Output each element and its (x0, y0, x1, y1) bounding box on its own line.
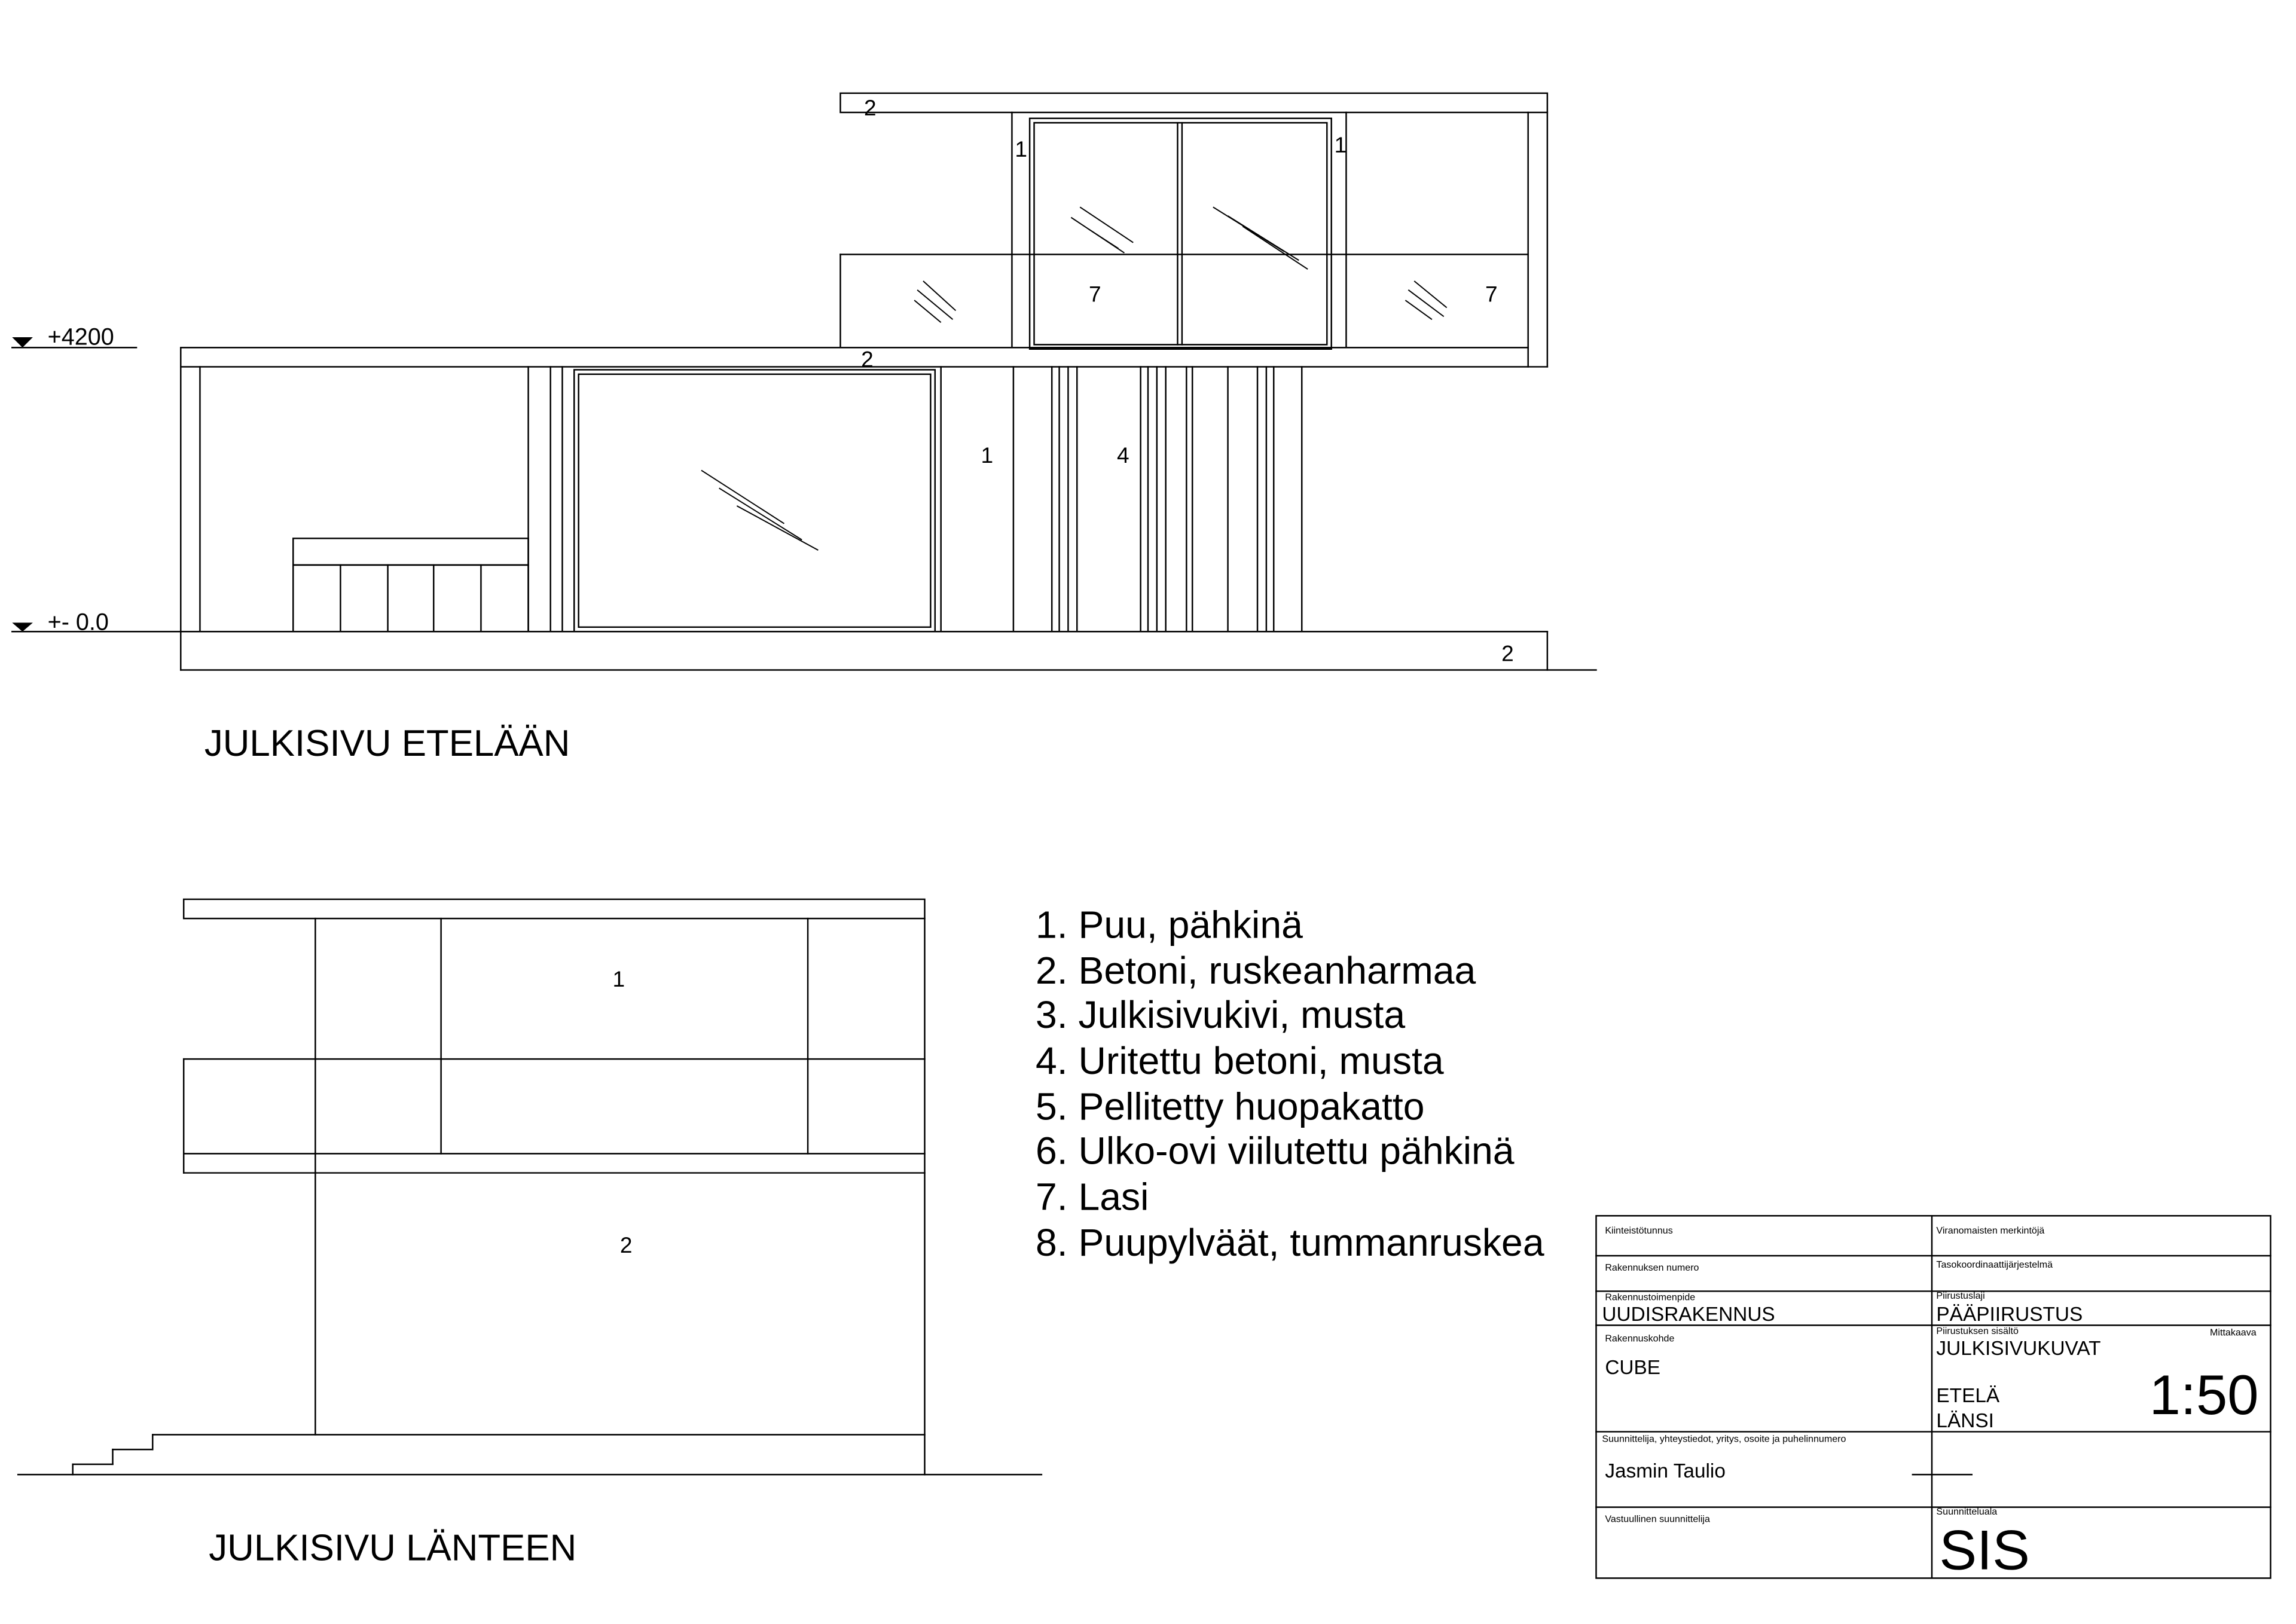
discipline-label: Suunnitteluala (1936, 1506, 1998, 1517)
scale-value: 1:50 (2149, 1363, 2259, 1426)
legend-item: 4. Uritettu betoni, musta (1036, 1039, 1444, 1082)
level-triangle-icon (12, 337, 33, 347)
material-tag: 4 (1117, 442, 1129, 468)
material-tag: 2 (1501, 640, 1514, 666)
legend-item: 2. Betoni, ruskeanharmaa (1036, 948, 1476, 992)
legend-item: 8. Puupylväät, tummanruskea (1036, 1221, 1544, 1265)
level-ground-label: +- 0.0 (47, 609, 109, 636)
glass-hatch-line (1408, 290, 1443, 317)
material-tag: 2 (864, 94, 877, 120)
drawing-type-label: Piirustuslaji (1936, 1290, 1985, 1301)
south-elevation-title: JULKISIVU ETELÄÄN (204, 723, 570, 765)
legend-item: 3. Julkisivukivi, musta (1036, 993, 1406, 1037)
intermediate-slab (181, 347, 1528, 367)
level-marker-ground (12, 609, 181, 636)
legend-item: 1. Puu, pähkinä (1036, 903, 1303, 947)
building-number-label: Rakennuksen numero (1605, 1262, 1699, 1273)
material-tag: 1 (1334, 132, 1347, 157)
material-tag: 7 (1485, 281, 1498, 307)
content-line: LÄNSI (1936, 1410, 1994, 1433)
bench-top (293, 538, 528, 565)
west-elevation (18, 899, 1042, 1569)
legend-item: 6. Ulko-ovi viilutettu pähkinä (1036, 1129, 1515, 1173)
glass-hatch-line (737, 506, 818, 550)
responsible-designer-label: Vastuullinen suunnittelija (1605, 1513, 1710, 1525)
west-roof-slab (184, 899, 924, 918)
glass-hatch-line (917, 290, 952, 319)
glass-hatching (701, 207, 1447, 550)
title-block (1596, 1216, 2270, 1581)
glass-hatch-line (1089, 229, 1118, 248)
material-tag: 7 (1089, 281, 1101, 307)
glass-hatch-line (1242, 226, 1308, 269)
content-line: ETELÄ (1936, 1384, 2000, 1407)
upper-window-frame-inner (1034, 123, 1327, 344)
glass-hatch-line (719, 488, 802, 540)
measure-value: UUDISRAKENNUS (1602, 1303, 1775, 1326)
glass-hatch-line (1405, 300, 1432, 319)
west-steps (73, 1434, 925, 1475)
discipline-value: SIS (1939, 1518, 2030, 1582)
level-triangle-icon (12, 622, 33, 631)
project-value: CUBE (1605, 1356, 1661, 1379)
project-label: Rakennuskohde (1605, 1333, 1675, 1344)
bench-base (293, 565, 528, 631)
property-id-label: Kiinteistötunnus (1605, 1225, 1673, 1236)
lower-volume (181, 347, 1596, 670)
glass-hatch-line (923, 281, 955, 310)
upper-window (1030, 118, 1332, 349)
main-window-frame-outer (574, 370, 935, 631)
level-marker-top (12, 323, 136, 350)
coordinate-system-label: Tasokoordinaattijärjestelmä (1936, 1259, 2053, 1270)
designer-label: Suunnittelija, yhteystiedot, yritys, osoite ja puhelinnumero (1602, 1433, 1846, 1445)
legend-item: 7. Lasi (1036, 1175, 1149, 1219)
material-legend (1036, 903, 1544, 1264)
glass-hatch-line (1080, 207, 1133, 242)
glass-hatch-line (701, 471, 784, 524)
material-tag: 2 (619, 1232, 633, 1258)
material-tag: 1 (981, 442, 994, 468)
material-tag: 1 (1015, 136, 1028, 162)
south-elevation (12, 93, 1596, 764)
designer-value: Jasmin Taulio (1605, 1460, 1726, 1483)
ribbed-cladding (1013, 367, 1302, 631)
bench (293, 538, 528, 631)
material-tag: 2 (861, 346, 874, 372)
legend-item: 5. Pellitetty huopakatto (1036, 1085, 1425, 1128)
level-top-label: +4200 (47, 323, 114, 350)
material-tag: 1 (612, 966, 625, 991)
main-window-frame-inner (579, 374, 931, 627)
content-value: JULKISIVUKUVAT (1936, 1337, 2101, 1360)
glass-hatch-line (1414, 281, 1446, 308)
upper-window-frame-outer (1030, 118, 1332, 349)
drawing-type-value: PÄÄPIIRUSTUS (1936, 1303, 2083, 1326)
measure-label: Rakennustoimenpide (1605, 1292, 1696, 1303)
authority-notes-label: Viranomaisten merkintöjä (1936, 1225, 2045, 1236)
main-window (574, 370, 935, 631)
roof-slab (840, 93, 1547, 112)
upper-volume (840, 93, 1547, 367)
material-tags (861, 95, 1514, 666)
scale-label: Mittakaava (2210, 1327, 2257, 1338)
glass-hatch-line (914, 300, 941, 322)
west-elevation-title: JULKISIVU LÄNTEEN (209, 1527, 577, 1569)
content-label: Piirustuksen sisältö (1936, 1326, 2019, 1337)
